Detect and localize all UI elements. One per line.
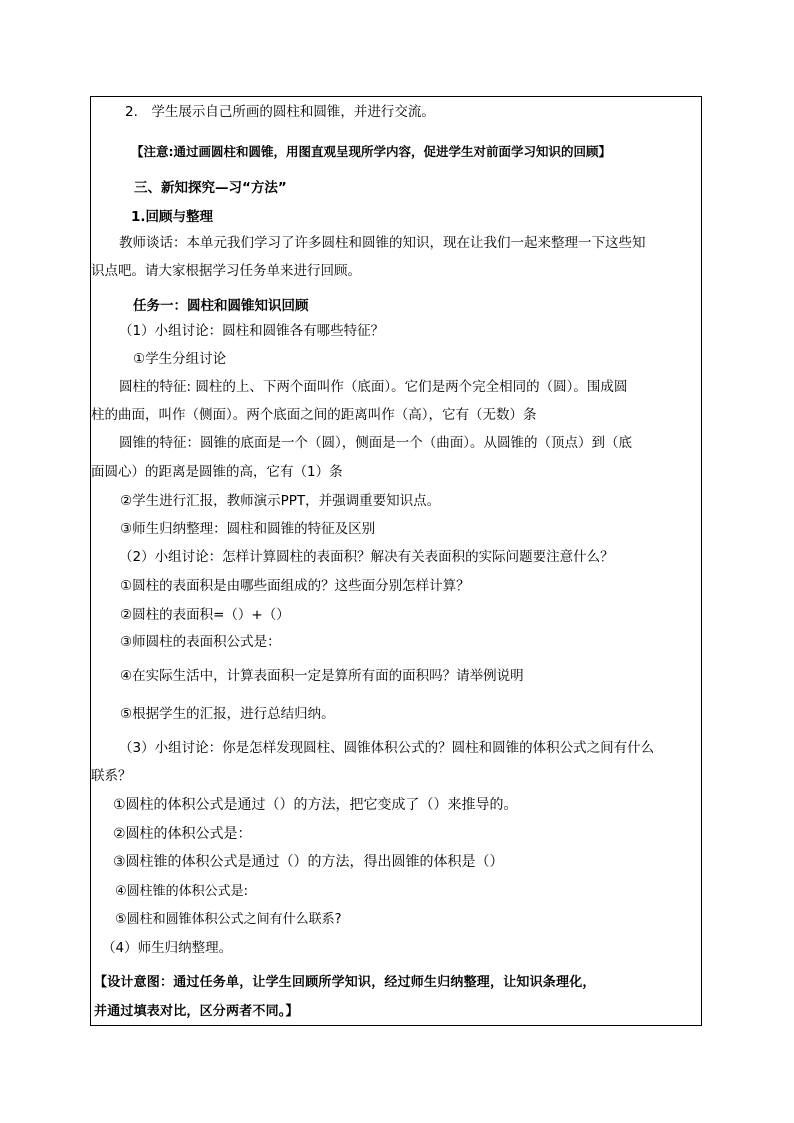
discussion-3-item2: ②圆柱的体积公式是： bbox=[113, 826, 252, 842]
discussion-2-item3: ③师圆柱的表面积公式是： bbox=[120, 634, 281, 650]
task-one-heading: 任务一：圆柱和圆锥知识回顾 bbox=[133, 298, 309, 314]
discussion-2-item1: ①圆柱的表面积是由哪些面组成的？这些面分别怎样计算？ bbox=[120, 578, 470, 594]
teacher-talk-line1: 教师谈话：本单元我们学习了许多圆柱和圆锥的知识，现在让我们一起来整理一下这些知 bbox=[119, 235, 646, 251]
step-2-text: 2. 学生展示自己所画的圆柱和圆锥，并进行交流。 bbox=[125, 104, 435, 120]
design-intent-line1: 【设计意图：通过任务单，让学生回顾所学知识，经过师生归纳整理，让知识条理化， bbox=[94, 975, 596, 990]
cylinder-features-line1: 圆柱的特征: 圆柱的上、下两个面叫作（底面）。它们是两个完全相同的（圆）。围成圆 bbox=[119, 379, 628, 395]
design-intent-line2: 并通过填表对比，区分两者不同。】 bbox=[94, 1004, 299, 1019]
discussion-3-item1: ①圆柱的体积公式是通过（）的方法，把它变成了（）来推导的。 bbox=[113, 797, 518, 813]
note-text: 【注意:通过画圆柱和圆锥，用图直观呈现所学内容，促进学生对前面学习知识的回顾】 bbox=[131, 144, 612, 159]
cone-features-line2: 面圆心）的距离是圆锥的高，它有（1）条 bbox=[91, 464, 343, 480]
discussion-2-item4: ④在实际生活中，计算表面积一定是算所有面的面积吗？请举例说明 bbox=[120, 668, 524, 684]
cylinder-features-line2: 柱的曲面，叫作（侧面）。两个底面之间的距离叫作（高），它有（无数）条 bbox=[91, 407, 537, 423]
discussion-3-line1: （3）小组讨论：你是怎样发现圆柱、圆锥体积公式的？圆柱和圆锥的体积公式之间有什么 bbox=[119, 740, 655, 756]
discussion-2-item5: ⑤根据学生的汇报，进行总结归纳。 bbox=[120, 706, 335, 722]
discussion-1-item3: ③师生归纳整理：圆柱和圆锥的特征及区别 bbox=[120, 521, 376, 537]
discussion-3-item4: ④圆柱锥的体积公式是: bbox=[115, 884, 249, 899]
discussion-4: （4）师生归纳整理。 bbox=[102, 940, 233, 956]
teacher-talk-line2: 识点吧。请大家根据学习任务单来进行回顾。 bbox=[91, 263, 361, 279]
subsection-heading: 1.回顾与整理 bbox=[131, 209, 214, 225]
discussion-2: （2）小组讨论：怎样计算圆柱的表面积？解决有关表面积的实际问题要注意什么？ bbox=[119, 549, 614, 565]
discussion-3-line2: 联系？ bbox=[91, 768, 132, 784]
discussion-3-item3: ③圆柱锥的体积公式是通过（）的方法，得出圆锥的体积是（） bbox=[113, 854, 504, 870]
discussion-3-item5: ⑤圆柱和圆锥体积公式之间有什么联系? bbox=[115, 912, 342, 927]
section-heading: 三、新知探究—习“方法” bbox=[134, 180, 287, 196]
cone-features-line1: 圆锥的特征：圆锥的底面是一个（圆），侧面是一个（曲面）。从圆锥的（顶点）到（底 bbox=[119, 435, 632, 451]
discussion-2-item2: ②圆柱的表面积=（）+（） bbox=[120, 607, 290, 623]
discussion-1-item1: ①学生分组讨论 bbox=[133, 351, 227, 367]
discussion-1: （1）小组讨论：圆柱和圆锥各有哪些特征？ bbox=[119, 323, 385, 339]
discussion-1-item2: ②学生进行汇报，教师演示PPT，并强调重要知识点。 bbox=[120, 493, 441, 509]
